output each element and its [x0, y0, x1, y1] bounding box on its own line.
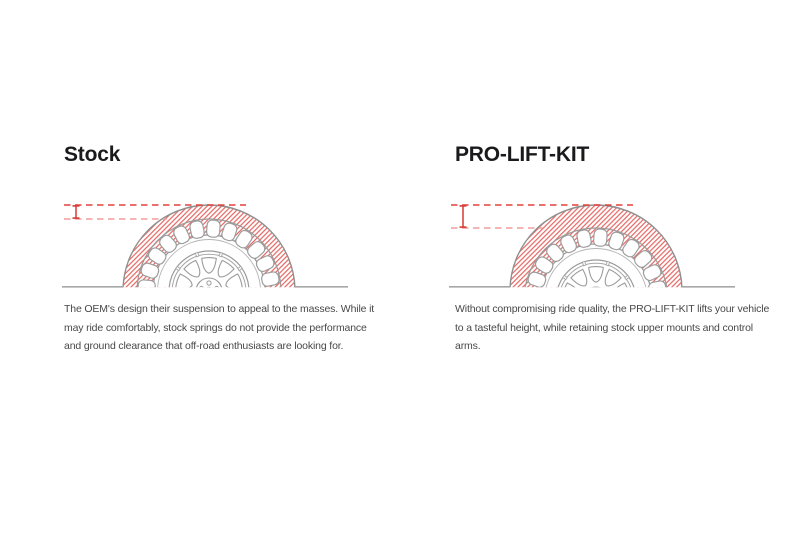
pro-lift-kit-description	[455, 300, 769, 356]
description-line: The OEM's design their suspension to appeal to the masses. While it	[64, 303, 375, 315]
stock-wheel-arch-diagram	[62, 195, 352, 295]
pro-lift-kit-panel	[449, 140, 799, 420]
stock-title: Stock	[64, 143, 121, 166]
stock-description	[64, 300, 374, 356]
pro-lift-kit-title: PRO-LIFT-KIT	[455, 143, 590, 166]
stock-panel	[62, 140, 412, 420]
description-line: may ride comfortably, stock springs do not provide the performance	[64, 321, 367, 334]
pro-lift-kit-wheel-arch-diagram	[449, 195, 739, 295]
description-line: arms.	[455, 340, 481, 352]
description-line: and ground clearance that off-road enthusiasts are looking for.	[64, 340, 344, 352]
description-line: to a tasteful height, while retaining stock upper mounts and control	[455, 321, 753, 334]
description-line: Without compromising ride quality, the PRO-LIFT-KIT lifts your vehicle	[455, 303, 770, 315]
